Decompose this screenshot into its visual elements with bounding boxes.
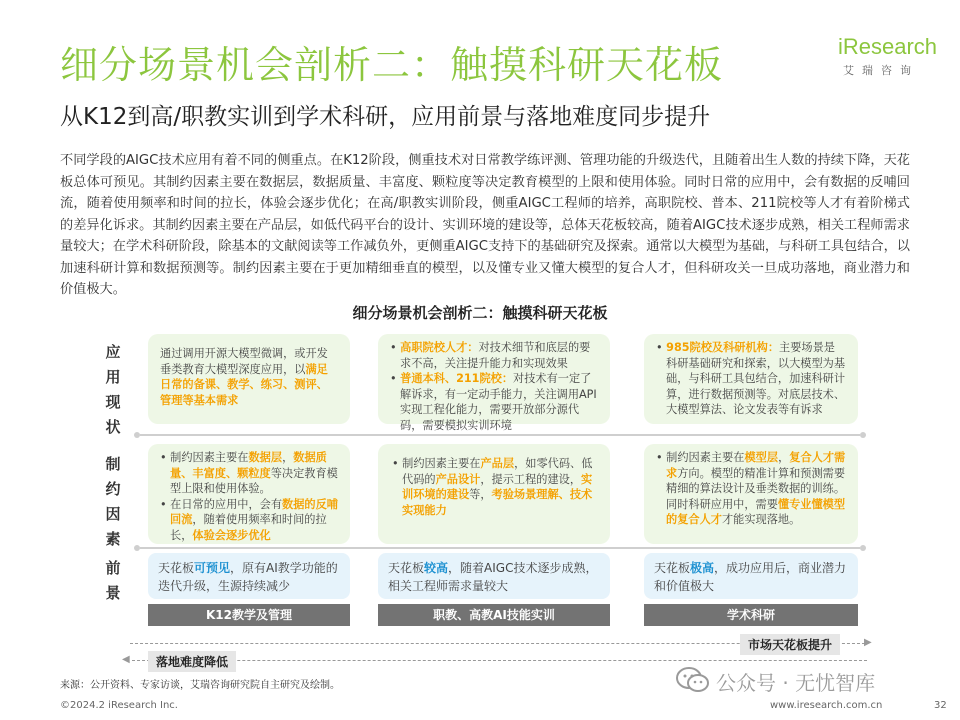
card-text: ，提示工程的建设， bbox=[480, 472, 582, 486]
row-label-constraint bbox=[98, 452, 128, 552]
card-text: 方向。模型的精准计算和预测需要精细的算法设计及垂类数据的训练。同时科研应用中，需要 bbox=[666, 466, 846, 511]
row-label-application bbox=[98, 340, 128, 440]
card-highlight: 极高 bbox=[690, 561, 715, 575]
card-highlight: 产品设计 bbox=[435, 472, 481, 486]
card-highlight: 体验会逐步优化 bbox=[192, 528, 271, 542]
card-highlight: 实训环境的建设 bbox=[402, 472, 593, 501]
card-text: 天花板 bbox=[158, 561, 195, 575]
card-k12-constraint bbox=[148, 444, 350, 544]
card-vocational-application bbox=[378, 334, 610, 432]
page-number: 32 bbox=[934, 700, 947, 711]
card-text: ， bbox=[778, 451, 790, 464]
card-text: 在日常的应用中，会有 bbox=[170, 497, 283, 511]
copyright: ©2024.2 iResearch Inc. bbox=[60, 700, 178, 711]
card-highlight: 数据质量、丰富度、颗粒度 bbox=[170, 451, 327, 480]
category-k12: K12教学及管理 bbox=[148, 604, 350, 626]
card-bullet: • 高职院校人才：对技术细节和底层的要求不高，关注提升能力和实现效果 bbox=[390, 341, 591, 370]
card-highlight: 满足日常的备课、教学、练习、测评、管理等基本需求 bbox=[160, 362, 328, 407]
logo-chinese: 艾瑞咨询 bbox=[843, 64, 919, 77]
row-label-prospect bbox=[98, 556, 128, 606]
card-bullet: • 制约因素主要在产品层，如零代码、低代码的产品设计，提示工程的建设，实训环境的建设等，考验场景理解、技术实现能力 bbox=[392, 457, 593, 517]
card-research-application bbox=[644, 334, 858, 424]
card-highlight: 高职院校人才： bbox=[400, 341, 479, 354]
arrow-right-icon: ▶ bbox=[864, 637, 872, 648]
card-text: ，成功应用后，商业潜力和价值极大 bbox=[654, 561, 847, 593]
card-highlight: 可预见 bbox=[194, 561, 231, 575]
row-label-text: 制约因素 bbox=[105, 455, 121, 548]
card-text: 才能实现落地。 bbox=[721, 513, 801, 526]
arrow-left-icon: ◀ bbox=[122, 654, 130, 665]
difficulty-arrow-line bbox=[132, 660, 867, 661]
card-highlight: 较高 bbox=[424, 561, 449, 575]
card-text: ，原有AI教学功能的迭代升级，生源持续减少 bbox=[158, 561, 338, 593]
website-link[interactable]: www.iresearch.com.cn bbox=[770, 700, 883, 711]
row-label-text: 应用现状 bbox=[105, 343, 121, 436]
card-highlight: 数据层 bbox=[248, 451, 283, 464]
card-highlight: 复合人才需求 bbox=[666, 451, 846, 480]
card-highlight: 普通本科、211院校： bbox=[400, 372, 514, 385]
row-divider bbox=[140, 434, 860, 436]
card-text: 天花板 bbox=[388, 561, 425, 575]
card-text: ，随着AIGC技术逐步成熟，相关工程师需求量较大 bbox=[388, 561, 598, 593]
card-text: ，随着使用频率和时间的拉长， bbox=[170, 513, 327, 542]
card-bullet: • 普通本科、211院校：对技术有一定了解诉求，有一定动手能力，关注调用API实现工程化能力，需要开放部分源代码，需要模拟实训环境 bbox=[390, 372, 597, 432]
card-text: 制约因素主要在 bbox=[402, 457, 481, 470]
card-highlight: 数据的反哺回流 bbox=[170, 497, 338, 526]
wechat-icon bbox=[676, 666, 710, 694]
card-bullet: • 985院校及科研机构：主要场景是科研基础研究和探索，以大模型为基础，与科研工具包结合，加速科研计算，进行数据预测等。对底层技术、大模型算法、论文发表等有诉求 bbox=[656, 341, 846, 416]
card-research-constraint bbox=[644, 444, 858, 544]
card-highlight: 模型层 bbox=[744, 451, 779, 464]
card-text: 主要场景是科研基础研究和探索，以大模型为基础，与科研工具包结合，加速科研计算，进行数据预测等。对底层技术、大模型算法、论文发表等有诉求 bbox=[666, 341, 846, 416]
category-vocational: 职教、高教AI技能实训 bbox=[378, 604, 610, 626]
card-text: 天花板 bbox=[654, 561, 691, 575]
page-title: 细分场景机会剖析二：触摸科研天花板 bbox=[60, 43, 724, 87]
iresearch-logo bbox=[838, 34, 938, 80]
card-text: 对技术有一定了解诉求，有一定动手能力，关注调用API实现工程化能力，需要开放部分源代码，需要模拟实训环境 bbox=[400, 372, 597, 432]
intro-paragraph: 不同学段的AIGC技术应用有着不同的侧重点。在K12阶段，侧重技术对日常教学练评测、管理功能的升级迭代，且随着出生人数的持续下降，天花板总体可预见。其制约因素主要在数据层，数据质量、丰富度、颗粒度等决定教育模型的上限和使用体验。同时日常的应用中，会有数据的反哺回流，随着使用频率和时间的拉长，体验会逐步优化；在高/职教实训阶段，侧重AIGC工程师的培养，高职院校、普本、211院校等人才有着阶梯式的差异化诉求。其制约因素主要在产品层，如低代码平台的设计、实训环境的建设等，总体天花板较高，随着AIGC技术逐步成熟，相关工程师需求量较大；在学术科研阶段，除基本的文献阅读等工作减负外，更侧重AIGC支持下的基础研究及探索。通常以大模型为基础，与科研工具包结合，以加速科研计算和数据预测等。制约因素主要在于更加精细垂直的模型，以及懂专业又懂大模型的复合人才，但科研攻关一旦成功落地，商业潜力和价值极大。 bbox=[60, 153, 910, 297]
row-divider bbox=[140, 547, 860, 549]
card-text: ，如零代码、低代码的 bbox=[402, 457, 593, 486]
card-text: ， bbox=[282, 451, 294, 464]
card-highlight: 985院校及科研机构： bbox=[666, 341, 780, 354]
card-k12-prospect bbox=[148, 553, 350, 599]
card-bullet: • 在日常的应用中，会有数据的反哺回流，随着使用频率和时间的拉长，体验会逐步优化 bbox=[160, 497, 338, 542]
difficulty-drop-label: 落地难度降低 bbox=[148, 651, 236, 672]
card-research-prospect bbox=[644, 553, 858, 599]
page-subtitle: 从K12到高/职教实训到学术科研，应用前景与落地难度同步提升 bbox=[60, 104, 711, 130]
card-text: 等， bbox=[469, 488, 492, 501]
card-highlight: 考验场景理解、技术实现能力 bbox=[402, 488, 593, 517]
wechat-watermark bbox=[676, 665, 936, 695]
card-text: 对技术细节和底层的要求不高，关注提升能力和实现效果 bbox=[400, 341, 591, 370]
card-text: 通过调用开源大模型微调，或开发垂类教育大模型深度应用，以 bbox=[160, 347, 328, 376]
card-bullet: • 制约因素主要在数据层，数据质量、丰富度、颗粒度等决定教育模型上限和使用体验。 bbox=[160, 451, 338, 495]
card-text: 制约因素主要在 bbox=[170, 451, 249, 464]
row-label-text: 前景 bbox=[105, 559, 121, 602]
card-text: 等决定教育模型上限和使用体验。 bbox=[170, 466, 338, 495]
card-vocational-prospect bbox=[378, 553, 610, 599]
ceiling-rise-label: 市场天花板提升 bbox=[740, 634, 840, 655]
chart-title: 细分场景机会剖析二：触摸科研天花板 bbox=[352, 304, 608, 322]
watermark-text: 公众号 · 无忧智库 bbox=[716, 671, 876, 695]
card-highlight: 懂专业懂模型的复合人才 bbox=[666, 497, 846, 526]
category-research: 学术科研 bbox=[644, 604, 858, 626]
card-text: 制约因素主要在 bbox=[666, 451, 745, 464]
card-vocational-constraint bbox=[378, 444, 610, 544]
logo-wordmark: iResearch bbox=[838, 34, 938, 59]
card-highlight: 产品层 bbox=[480, 457, 515, 470]
card-bullet: • 制约因素主要在模型层，复合人才需求方向。模型的精准计算和预测需要精细的算法设计及垂类数据的训练。同时科研应用中，需要懂专业懂模型的复合人才才能实现落地。 bbox=[656, 451, 846, 526]
card-k12-application bbox=[148, 334, 350, 424]
source-note: 来源：公开资料、专家访谈，艾瑞咨询研究院自主研究及绘制。 bbox=[60, 680, 340, 691]
